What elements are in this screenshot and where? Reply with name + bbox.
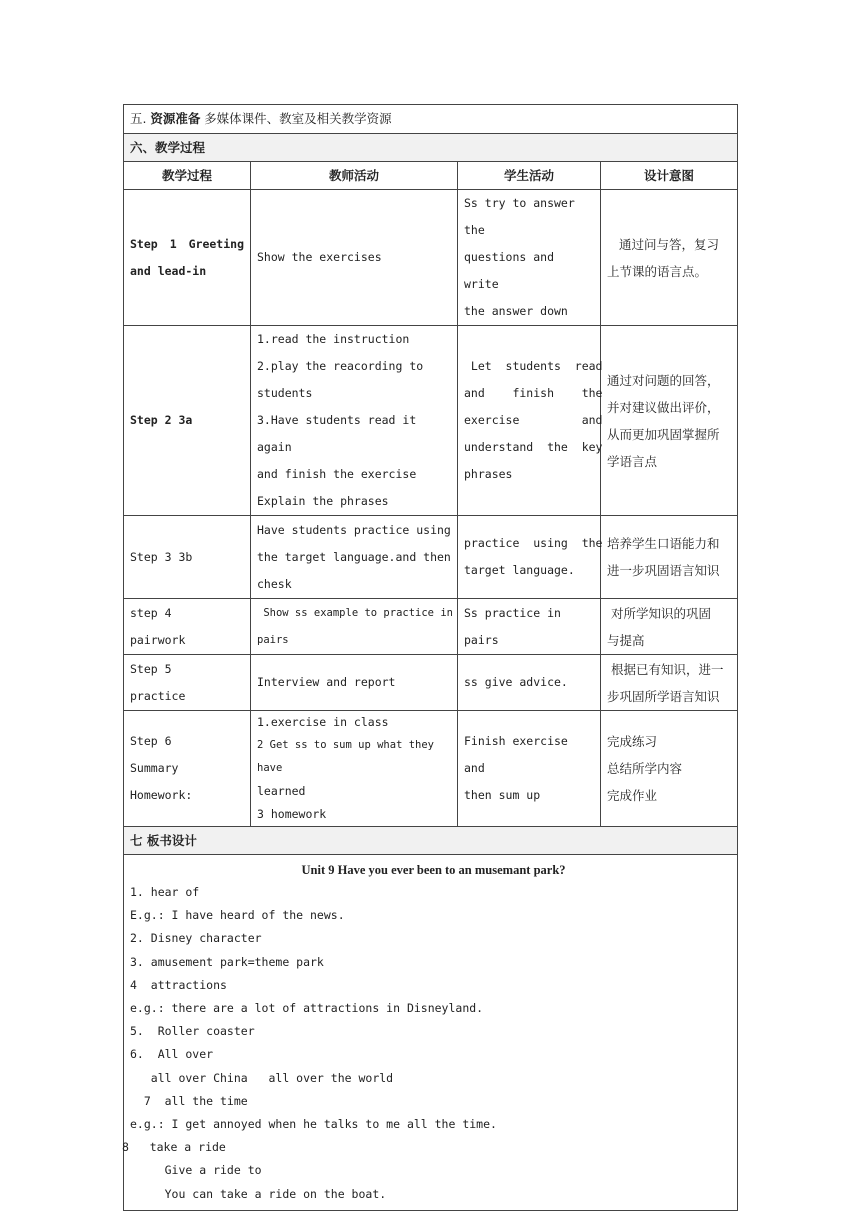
header-process: 教学过程 <box>124 162 251 190</box>
board-line: 8 take a ride <box>122 1140 226 1155</box>
intent-line: 上节课的语言点。 <box>607 263 708 279</box>
teacher-line: Show ss example to practice in <box>257 606 453 619</box>
student-line: Ss try to answer the <box>464 196 575 237</box>
intent-line: 进一步巩固语言知识 <box>607 563 720 578</box>
step-cell <box>124 655 251 711</box>
teacher-line: 1.exercise in class <box>257 715 389 729</box>
step-cell <box>124 190 251 326</box>
section5-row <box>124 105 738 134</box>
step-line: Step 1 Greeting <box>130 236 244 251</box>
teacher-cell <box>251 190 458 326</box>
step-line: Homework: <box>130 788 193 802</box>
header-intent: 设计意图 <box>601 162 738 190</box>
board-line: 7 all the time <box>130 1093 248 1108</box>
intent-line: 培养学生口语能力和 <box>607 536 720 551</box>
teacher-cell <box>251 599 458 655</box>
board-line: Give a ride to <box>130 1163 262 1178</box>
teacher-cell <box>251 711 458 827</box>
student-line: target language. <box>464 563 575 577</box>
lesson-plan-sheet <box>123 104 737 1211</box>
step-cell <box>124 599 251 655</box>
board-cell <box>124 855 738 1211</box>
student-cell <box>458 190 601 326</box>
intent-line: 与提高 <box>607 632 645 648</box>
intent-line: 对所学知识的巩固 <box>607 605 711 621</box>
step-line: pairwork <box>130 632 186 647</box>
board-line: You can take a ride on the boat. <box>130 1186 387 1201</box>
student-line: ss give advice. <box>464 675 568 689</box>
student-line: Finish exercise and <box>464 734 568 775</box>
section6-row <box>124 134 738 162</box>
table-row <box>124 190 738 326</box>
teacher-line: 2.play the reacording to <box>257 359 424 373</box>
teacher-line: 2 Get ss to sum up what they have <box>257 739 435 774</box>
student-line: exercise and <box>464 413 603 427</box>
student-cell <box>458 516 601 599</box>
step-line: Step 6 <box>130 734 172 748</box>
step-line: Step 3 3b <box>130 549 193 564</box>
teacher-line: students <box>257 386 313 400</box>
table-header-row <box>124 162 738 190</box>
intent-line: 总结所学内容 <box>607 761 683 776</box>
intent-cell <box>601 599 738 655</box>
teacher-line: chesk <box>257 576 292 591</box>
step-line: Step 5 <box>130 661 172 676</box>
section5-text: 多媒体课件、教室及相关教学资源 <box>204 111 392 126</box>
teacher-cell <box>251 655 458 711</box>
board-row <box>124 855 738 1211</box>
teacher-line: 3 homework <box>257 807 327 821</box>
intent-line: 根据已有知识，进一 <box>607 661 724 677</box>
section5-label: 五. <box>130 111 147 126</box>
table-row <box>124 599 738 655</box>
teacher-line: 1.read the instruction <box>257 332 410 346</box>
board-line: e.g.: I get annoyed when he talks to me all the time. <box>130 1117 497 1132</box>
board-line: 3. amusement park=theme park <box>130 954 324 969</box>
header-student: 学生活动 <box>458 162 601 190</box>
board-line: 1. hear of <box>130 885 200 899</box>
board-line: 5. Roller coaster <box>130 1024 255 1039</box>
section5-title: 资源准备 <box>150 111 201 126</box>
student-cell <box>458 326 601 516</box>
board-line: 4 attractions <box>130 977 227 992</box>
board-line: 6. All over <box>130 1047 214 1062</box>
table-row <box>124 326 738 516</box>
lesson-plan-table <box>123 104 738 1211</box>
section5-cell <box>124 105 738 134</box>
teacher-line: and finish the exercise <box>257 467 417 481</box>
teacher-line: Show the exercises <box>257 250 382 264</box>
intent-line: 完成练习 <box>607 734 658 749</box>
intent-cell <box>601 711 738 827</box>
intent-line: 通过对问题的回答， <box>607 372 720 388</box>
student-cell <box>458 711 601 827</box>
step-line: Step 2 3a <box>130 413 193 427</box>
intent-cell <box>601 190 738 326</box>
intent-line: 步巩固所学语言知识 <box>607 688 720 704</box>
step-cell <box>124 711 251 827</box>
teacher-cell <box>251 326 458 516</box>
section7-title: 七 板书设计 <box>124 827 738 855</box>
student-cell <box>458 599 601 655</box>
teacher-line: 3.Have students read it again <box>257 413 417 454</box>
teacher-line: Interview and report <box>257 675 396 689</box>
teacher-line: Explain the phrases <box>257 494 389 508</box>
student-cell <box>458 655 601 711</box>
student-line: understand the key <box>464 440 603 454</box>
step-line: and lead-in <box>130 263 207 278</box>
student-line: practice using the <box>464 536 603 550</box>
teacher-line: pairs <box>257 633 289 646</box>
step-line: practice <box>130 688 186 703</box>
student-line: Ss practice in pairs <box>464 605 561 647</box>
student-line: phrases <box>464 467 513 481</box>
header-teacher: 教师活动 <box>251 162 458 190</box>
intent-line: 通过问与答，复习 <box>619 236 720 252</box>
student-line: questions and write <box>464 250 555 291</box>
intent-cell <box>601 516 738 599</box>
intent-line: 并对建议做出评价， <box>607 399 720 415</box>
table-row <box>124 711 738 827</box>
teacher-line: learned <box>257 784 306 798</box>
board-line: E.g.: I have heard of the news. <box>130 908 345 923</box>
board-line: 2. Disney character <box>130 931 262 946</box>
student-line: then sum up <box>464 788 541 802</box>
intent-line: 从而更加巩固掌握所 <box>607 426 720 442</box>
section7-row <box>124 827 738 855</box>
board-line: e.g.: there are a lot of attractions in Disneyland. <box>130 1001 484 1016</box>
intent-line: 完成作业 <box>607 788 658 803</box>
board-line: all over China all over the world <box>130 1070 394 1085</box>
step-line: step 4 <box>130 605 172 620</box>
student-line: the answer down <box>464 304 568 318</box>
table-row <box>124 655 738 711</box>
teacher-line: the target language.and then <box>257 549 451 564</box>
step-cell <box>124 516 251 599</box>
board-title: Unit 9 Have you ever been to an musemant park? <box>301 863 566 877</box>
step-line: Summary <box>130 761 179 775</box>
section6-title: 六、教学过程 <box>124 134 738 162</box>
student-line: and finish the <box>464 386 603 400</box>
table-row <box>124 516 738 599</box>
teacher-cell <box>251 516 458 599</box>
teacher-line: Have students practice using <box>257 522 451 537</box>
student-line: Let students read <box>464 359 603 373</box>
step-cell <box>124 326 251 516</box>
intent-cell <box>601 655 738 711</box>
intent-cell <box>601 326 738 516</box>
intent-line: 学语言点 <box>607 453 658 469</box>
